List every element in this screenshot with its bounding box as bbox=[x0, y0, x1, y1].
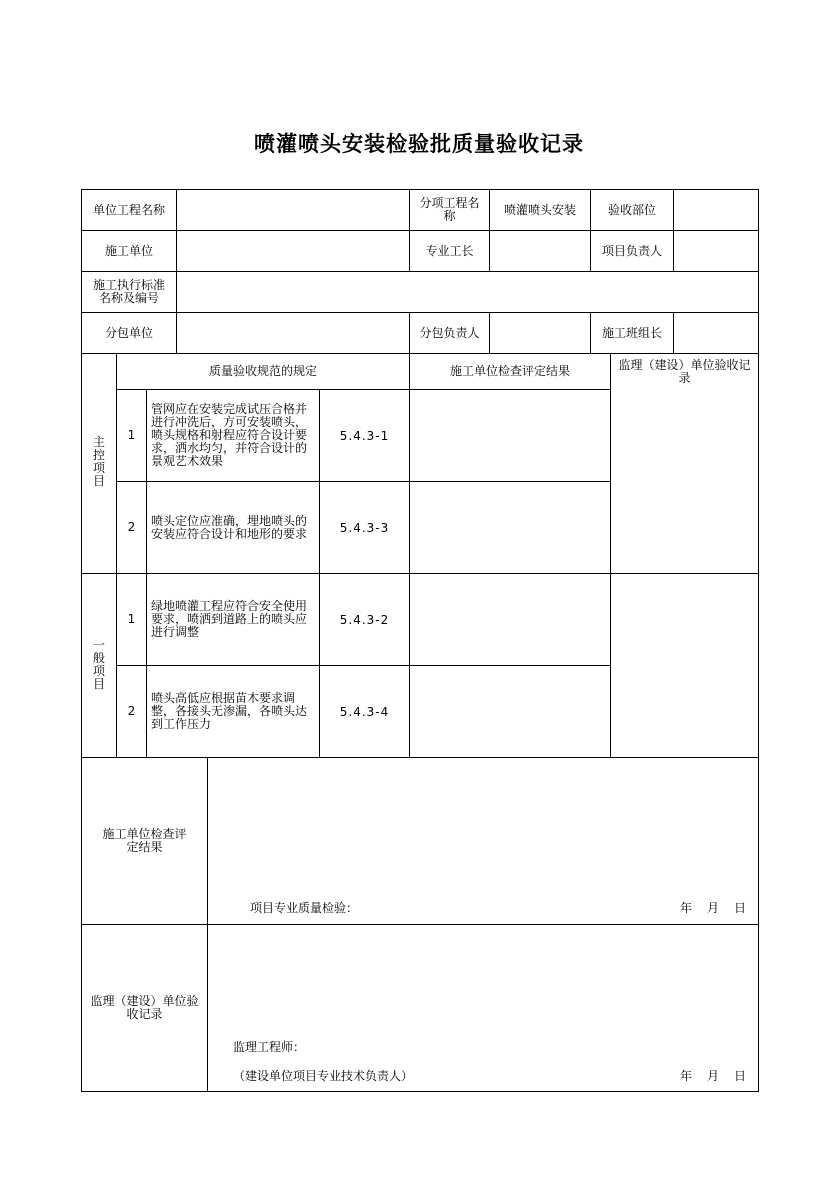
foreman-field[interactable] bbox=[490, 231, 590, 271]
construction-check-field[interactable] bbox=[208, 758, 758, 888]
unit-project-name-field[interactable] bbox=[177, 190, 409, 230]
construction-unit-field[interactable] bbox=[177, 231, 409, 271]
sub-project-name-label: 分项工程名称 bbox=[419, 196, 480, 223]
foreman-label: 专业工长 bbox=[425, 243, 474, 258]
general-items-supervision-field[interactable] bbox=[611, 574, 758, 757]
construction-check-label: 施工单位检查评定结果 bbox=[102, 827, 187, 854]
supervising-engineer-label: 监理工程师： bbox=[233, 1039, 306, 1054]
acceptance-part-label: 验收部位 bbox=[607, 202, 656, 217]
supervision-day: 日 bbox=[734, 1068, 747, 1083]
table-border-bottom bbox=[81, 1091, 759, 1092]
standard-label: 施工执行标准名称及编号 bbox=[92, 278, 165, 305]
main-item-1-text: 管网应在安装完成试压合格并进行冲洗后，方可安装喷头，喷头规格和射程应符合设计要求，洒水均匀，并符合设计的景观艺术效果 bbox=[151, 402, 308, 468]
spec-header: 质量验收规范的规定 bbox=[208, 364, 317, 378]
main-item-2-no: 2 bbox=[127, 520, 136, 534]
team-leader-label: 施工班组长 bbox=[601, 325, 662, 340]
general-item-1-no: 1 bbox=[127, 612, 136, 626]
project-manager-field[interactable] bbox=[674, 231, 758, 271]
subcontractor-label: 分包单位 bbox=[104, 325, 153, 340]
main-item-1-result-field[interactable] bbox=[410, 390, 610, 481]
supervision-field[interactable] bbox=[208, 925, 758, 1035]
general-item-2-code: 5.4.3-4 bbox=[339, 704, 390, 719]
main-items-supervision-field[interactable] bbox=[611, 390, 758, 573]
project-manager-label: 项目负责人 bbox=[601, 243, 662, 258]
main-items-section-label: 主控项目 bbox=[92, 435, 105, 488]
main-item-1-code: 5.4.3-1 bbox=[339, 428, 390, 443]
general-item-2-text: 喷头高低应根据苗木要求调整，各接头无渗漏，各喷头达到工作压力 bbox=[151, 691, 308, 731]
owner-technical-lead-label: （建设单位项目专业技术负责人） bbox=[233, 1068, 414, 1083]
general-items-section-label: 一般项目 bbox=[92, 638, 105, 691]
team-leader-field[interactable] bbox=[674, 313, 758, 353]
construction-check-month: 月 bbox=[707, 900, 720, 915]
construction-check-year: 年 bbox=[680, 900, 693, 915]
general-item-2-no: 2 bbox=[127, 704, 136, 718]
sub-project-name-value[interactable]: 喷灌喷头安装 bbox=[503, 202, 576, 217]
main-item-1-no: 1 bbox=[127, 428, 136, 442]
construction-check-day: 日 bbox=[734, 900, 747, 915]
construction-unit-label: 施工单位 bbox=[104, 243, 153, 258]
main-item-2-code: 5.4.3-3 bbox=[339, 520, 390, 535]
general-item-1-code: 5.4.3-2 bbox=[339, 612, 390, 627]
unit-project-name-label: 单位工程名称 bbox=[92, 202, 165, 217]
general-item-1-result-field[interactable] bbox=[410, 574, 610, 665]
acceptance-part-field[interactable] bbox=[674, 190, 758, 230]
check-result-header: 施工单位检查评定结果 bbox=[449, 364, 570, 378]
subcontract-manager-field[interactable] bbox=[490, 313, 590, 353]
general-item-1-text: 绿地喷灌工程应符合安全使用要求，喷洒到道路上的喷头应进行调整 bbox=[151, 599, 308, 639]
subcontract-manager-label: 分包负责人 bbox=[419, 325, 480, 340]
main-item-2-result-field[interactable] bbox=[410, 482, 610, 573]
subcontractor-field[interactable] bbox=[177, 313, 409, 353]
supervision-label: 监理（建设）单位验收记录 bbox=[90, 994, 199, 1021]
quality-inspector-label: 项目专业质量检验： bbox=[250, 900, 359, 915]
page-title: 喷灌喷头安装检验批质量验收记录 bbox=[254, 132, 584, 156]
general-item-2-result-field[interactable] bbox=[410, 666, 610, 757]
supervision-month: 月 bbox=[707, 1068, 720, 1083]
table-border-right bbox=[758, 189, 759, 1092]
supervision-year: 年 bbox=[680, 1068, 693, 1083]
standard-field[interactable] bbox=[177, 272, 758, 312]
main-item-2-text: 喷头定位应准确，埋地喷头的安装应符合设计和地形的要求 bbox=[151, 513, 308, 541]
supervision-record-header: 监理（建设）单位验收记录 bbox=[618, 357, 751, 385]
